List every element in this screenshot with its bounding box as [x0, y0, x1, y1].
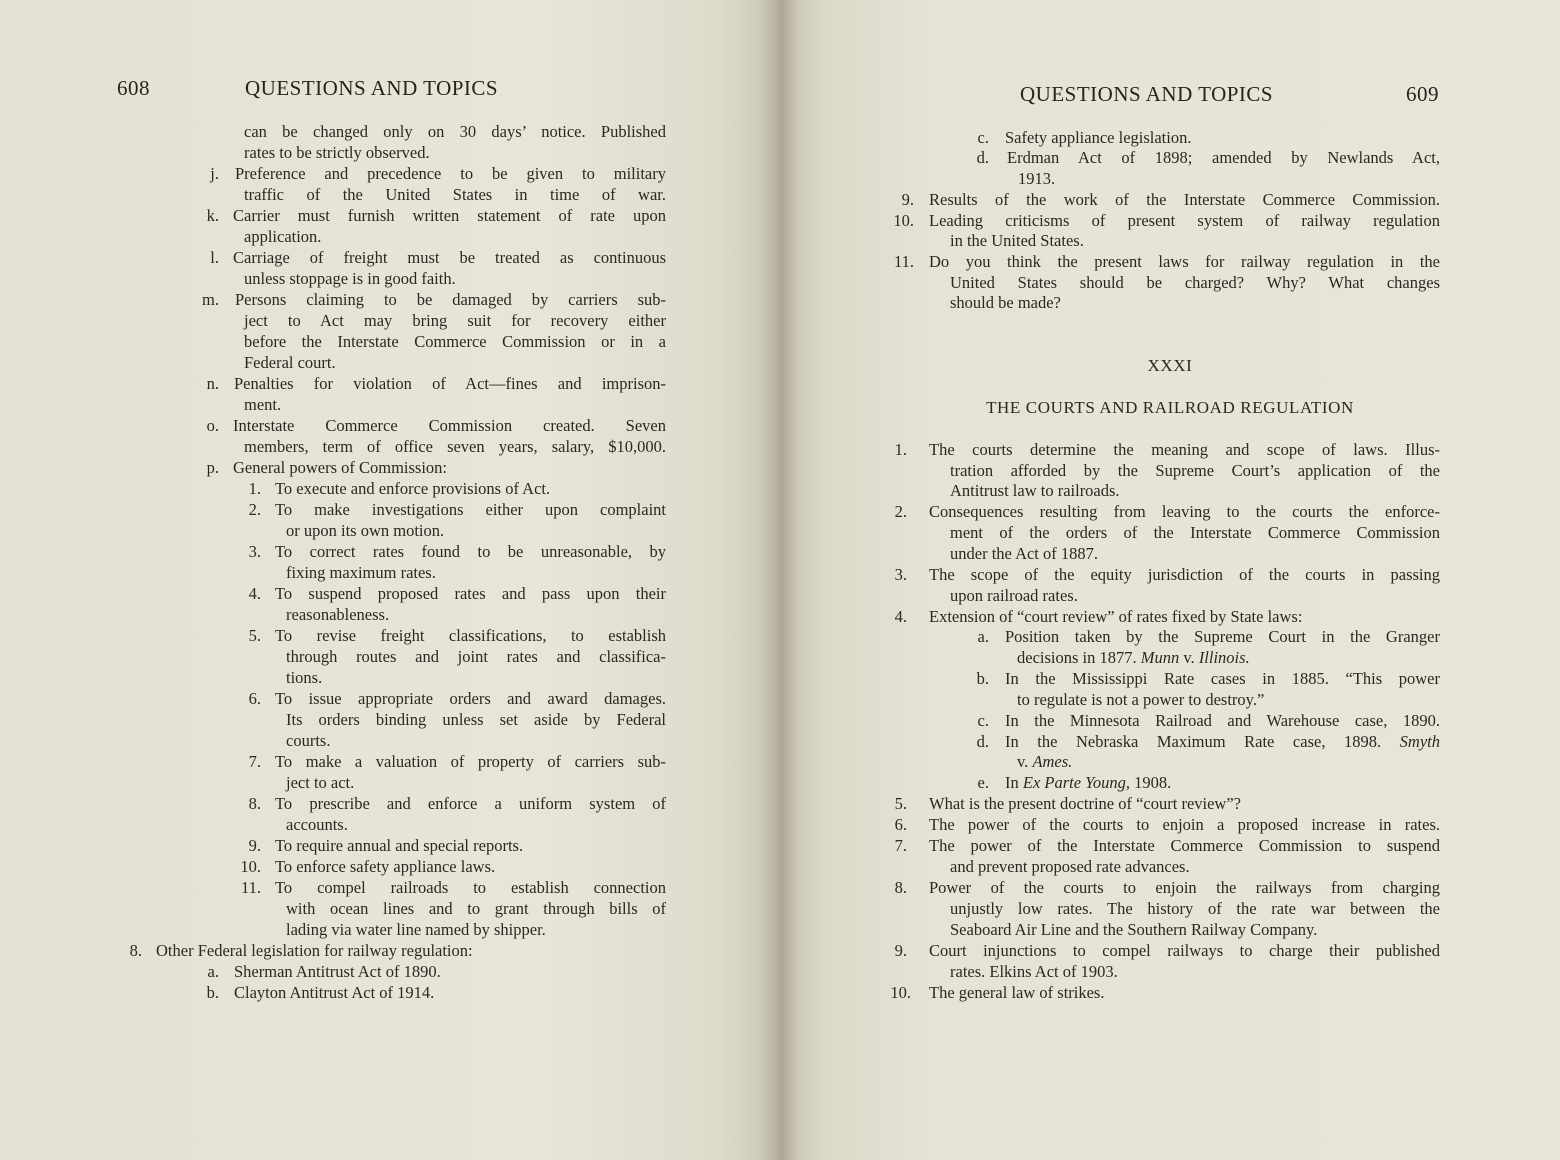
item-text: Results of the work of the Interstate Commerce Commission.	[929, 190, 1440, 209]
item-text: The power of the courts to enjoin a proposed increase in rates.	[929, 815, 1440, 834]
item-label: 10.	[890, 983, 911, 1002]
item-label: a.	[207, 962, 219, 981]
running-head: QUESTIONS AND TOPICS	[1020, 82, 1274, 106]
item-label: 7.	[894, 836, 907, 855]
item-text: members, term of office seven years, salary, $10,000.	[244, 437, 666, 456]
item-label: 3.	[894, 565, 907, 584]
item-text: ject to Act may bring suit for recovery either	[244, 311, 666, 330]
right-page	[780, 0, 1560, 1160]
item-text: Other Federal legislation for railway regulation:	[156, 941, 473, 960]
item-text: Preference and precedence to be given to military	[235, 164, 666, 183]
item-text: Persons claiming to be damaged by carriers sub-	[235, 290, 666, 309]
item-text: Position taken by the Supreme Court in the Granger	[1005, 627, 1440, 646]
item-label: 8.	[129, 941, 142, 960]
item-text: rates. Elkins Act of 1903.	[950, 962, 1118, 981]
item-text: To execute and enforce provisions of Act.	[275, 479, 551, 498]
item-label: 9.	[248, 836, 261, 855]
item-text: To issue appropriate orders and award damages.	[275, 689, 666, 708]
item-label: 2.	[248, 500, 261, 519]
item-text: To compel railroads to establish connection	[275, 878, 666, 897]
item-text: Penalties for violation of Act—fines and imprison-	[234, 374, 666, 393]
item-text: Extension of “court review” of rates fixed by State laws:	[929, 607, 1303, 626]
item-text: unjustly low rates. The history of the rate war between the	[950, 899, 1440, 918]
item-label: j.	[210, 164, 219, 183]
running-head: QUESTIONS AND TOPICS	[245, 76, 499, 100]
item-text: To require annual and special reports.	[275, 836, 524, 855]
item-text: reasonableness.	[286, 605, 390, 624]
item-label: 2.	[894, 502, 907, 521]
item-label: e.	[977, 773, 989, 792]
item-text: and prevent proposed rate advances.	[950, 857, 1190, 876]
item-text: Consequences resulting from leaving to the courts the enforce-	[929, 502, 1440, 521]
item-text: upon railroad rates.	[950, 586, 1078, 605]
item-text: unless stoppage is in good faith.	[244, 269, 456, 288]
item-text: with ocean lines and to grant through bills of	[286, 899, 666, 918]
item-label: 5.	[894, 794, 907, 813]
item-text: before the Interstate Commerce Commission or in a	[244, 332, 666, 351]
item-text: through routes and joint rates and classifica-	[286, 647, 666, 666]
item-text: traffic of the United States in time of war.	[244, 185, 666, 204]
item-text: v. Ames.	[1017, 752, 1073, 771]
item-text: The courts determine the meaning and scope of laws. Illus-	[929, 440, 1440, 459]
item-label: m.	[202, 290, 219, 309]
chapter-title: THE COURTS AND RAILROAD REGULATION	[986, 398, 1354, 417]
item-text: Court injunctions to compel railways to charge their published	[929, 941, 1440, 960]
item-text: In the Mississippi Rate cases in 1885. “This power	[1005, 669, 1440, 688]
item-text: To revise freight classifications, to establish	[275, 626, 666, 645]
item-text: Clayton Antitrust Act of 1914.	[234, 983, 435, 1002]
item-text: To suspend proposed rates and pass upon their	[275, 584, 666, 603]
item-label: 7.	[248, 752, 261, 771]
item-label: 3.	[248, 542, 261, 561]
item-label: 10.	[240, 857, 261, 876]
item-text: should be made?	[950, 293, 1061, 312]
item-text: Carriage of freight must be treated as continuous	[233, 248, 666, 267]
item-text: tration afforded by the Supreme Court’s application of the	[950, 461, 1440, 480]
item-text: Federal court.	[244, 353, 336, 372]
item-text: in the United States.	[950, 231, 1084, 250]
item-text: What is the present doctrine of “court review”?	[929, 794, 1241, 813]
item-label: d.	[976, 148, 989, 167]
item-text: The power of the Interstate Commerce Commission to suspend	[929, 836, 1440, 855]
item-text: ment.	[244, 395, 282, 414]
item-text: lading via water line named by shipper.	[286, 920, 546, 939]
item-label: 9.	[901, 190, 914, 209]
item-text: courts.	[286, 731, 331, 750]
item-text: Power of the courts to enjoin the railways from charging	[929, 878, 1440, 897]
item-label: l.	[210, 248, 219, 267]
item-label: c.	[977, 128, 989, 147]
item-text: rates to be strictly observed.	[244, 143, 430, 162]
item-label: 6.	[894, 815, 907, 834]
item-text: To prescribe and enforce a uniform system of	[275, 794, 666, 813]
item-text: In Ex Parte Young, 1908.	[1005, 773, 1172, 792]
item-text: Leading criticisms of present system of railway regulation	[929, 211, 1440, 230]
item-label: 11.	[240, 878, 261, 897]
item-label: d.	[976, 732, 989, 751]
item-text: To correct rates found to be unreasonable, by	[275, 542, 666, 561]
item-label: a.	[977, 627, 989, 646]
item-text: In the Nebraska Maximum Rate case, 1898. Smyth	[1005, 732, 1440, 751]
item-text: Sherman Antitrust Act of 1890.	[234, 962, 441, 981]
item-label: o.	[206, 416, 219, 435]
item-text: To enforce safety appliance laws.	[275, 857, 496, 876]
item-label: c.	[977, 711, 989, 730]
item-text: ject to act.	[286, 773, 355, 792]
item-label: 8.	[894, 878, 907, 897]
item-text: Seaboard Air Line and the Southern Railway Company.	[950, 920, 1318, 939]
item-label: p.	[206, 458, 219, 477]
item-label: 4.	[894, 607, 907, 626]
item-text: Safety appliance legislation.	[1005, 128, 1192, 147]
item-label: 10.	[893, 211, 914, 230]
item-text: Carrier must furnish written statement of rate upon	[233, 206, 666, 225]
item-text: In the Minnesota Railroad and Warehouse case, 1890.	[1005, 711, 1440, 730]
item-label: n.	[206, 374, 219, 393]
item-text: To make investigations either upon complaint	[275, 500, 666, 519]
item-text: 1913.	[1018, 169, 1056, 188]
item-text: under the Act of 1887.	[950, 544, 1099, 563]
item-text: The scope of the equity jurisdiction of the courts in passing	[929, 565, 1440, 584]
item-text: fixing maximum rates.	[286, 563, 436, 582]
item-text: General powers of Commission:	[233, 458, 448, 477]
item-label: 5.	[248, 626, 261, 645]
item-text: ment of the orders of the Interstate Commerce Commission	[950, 523, 1440, 542]
page-number: 608	[117, 76, 150, 100]
item-text: Antitrust law to railroads.	[950, 481, 1120, 500]
page-number: 609	[1406, 82, 1439, 106]
item-label: 11.	[893, 252, 914, 271]
item-label: 9.	[894, 941, 907, 960]
item-label: 6.	[248, 689, 261, 708]
item-text: tions.	[286, 668, 323, 687]
item-text: The general law of strikes.	[929, 983, 1105, 1002]
item-text: Erdman Act of 1898; amended by Newlands Act,	[1007, 148, 1440, 167]
item-text: to regulate is not a power to destroy.”	[1017, 690, 1265, 709]
item-label: 4.	[248, 584, 261, 603]
item-label: 1.	[894, 440, 907, 459]
item-label: b.	[976, 669, 989, 688]
item-label: 8.	[248, 794, 261, 813]
item-label: b.	[206, 983, 219, 1002]
item-text: To make a valuation of property of carriers sub-	[275, 752, 666, 771]
item-text: application.	[244, 227, 322, 246]
item-text: can be changed only on 30 days’ notice. Published	[244, 122, 666, 141]
item-label: k.	[206, 206, 219, 225]
item-text: Do you think the present laws for railway regulation in the	[929, 252, 1440, 271]
item-text: Interstate Commerce Commission created. Seven	[233, 416, 666, 435]
item-text: accounts.	[286, 815, 348, 834]
item-label: 1.	[248, 479, 261, 498]
item-text: United States should be charged? Why? What changes	[950, 273, 1440, 292]
item-text: or upon its own motion.	[286, 521, 445, 540]
item-text: decisions in 1877. Munn v. Illinois.	[1017, 648, 1250, 667]
chapter-number: XXXI	[1147, 356, 1193, 375]
item-text: Its orders binding unless set aside by Federal	[286, 710, 666, 729]
